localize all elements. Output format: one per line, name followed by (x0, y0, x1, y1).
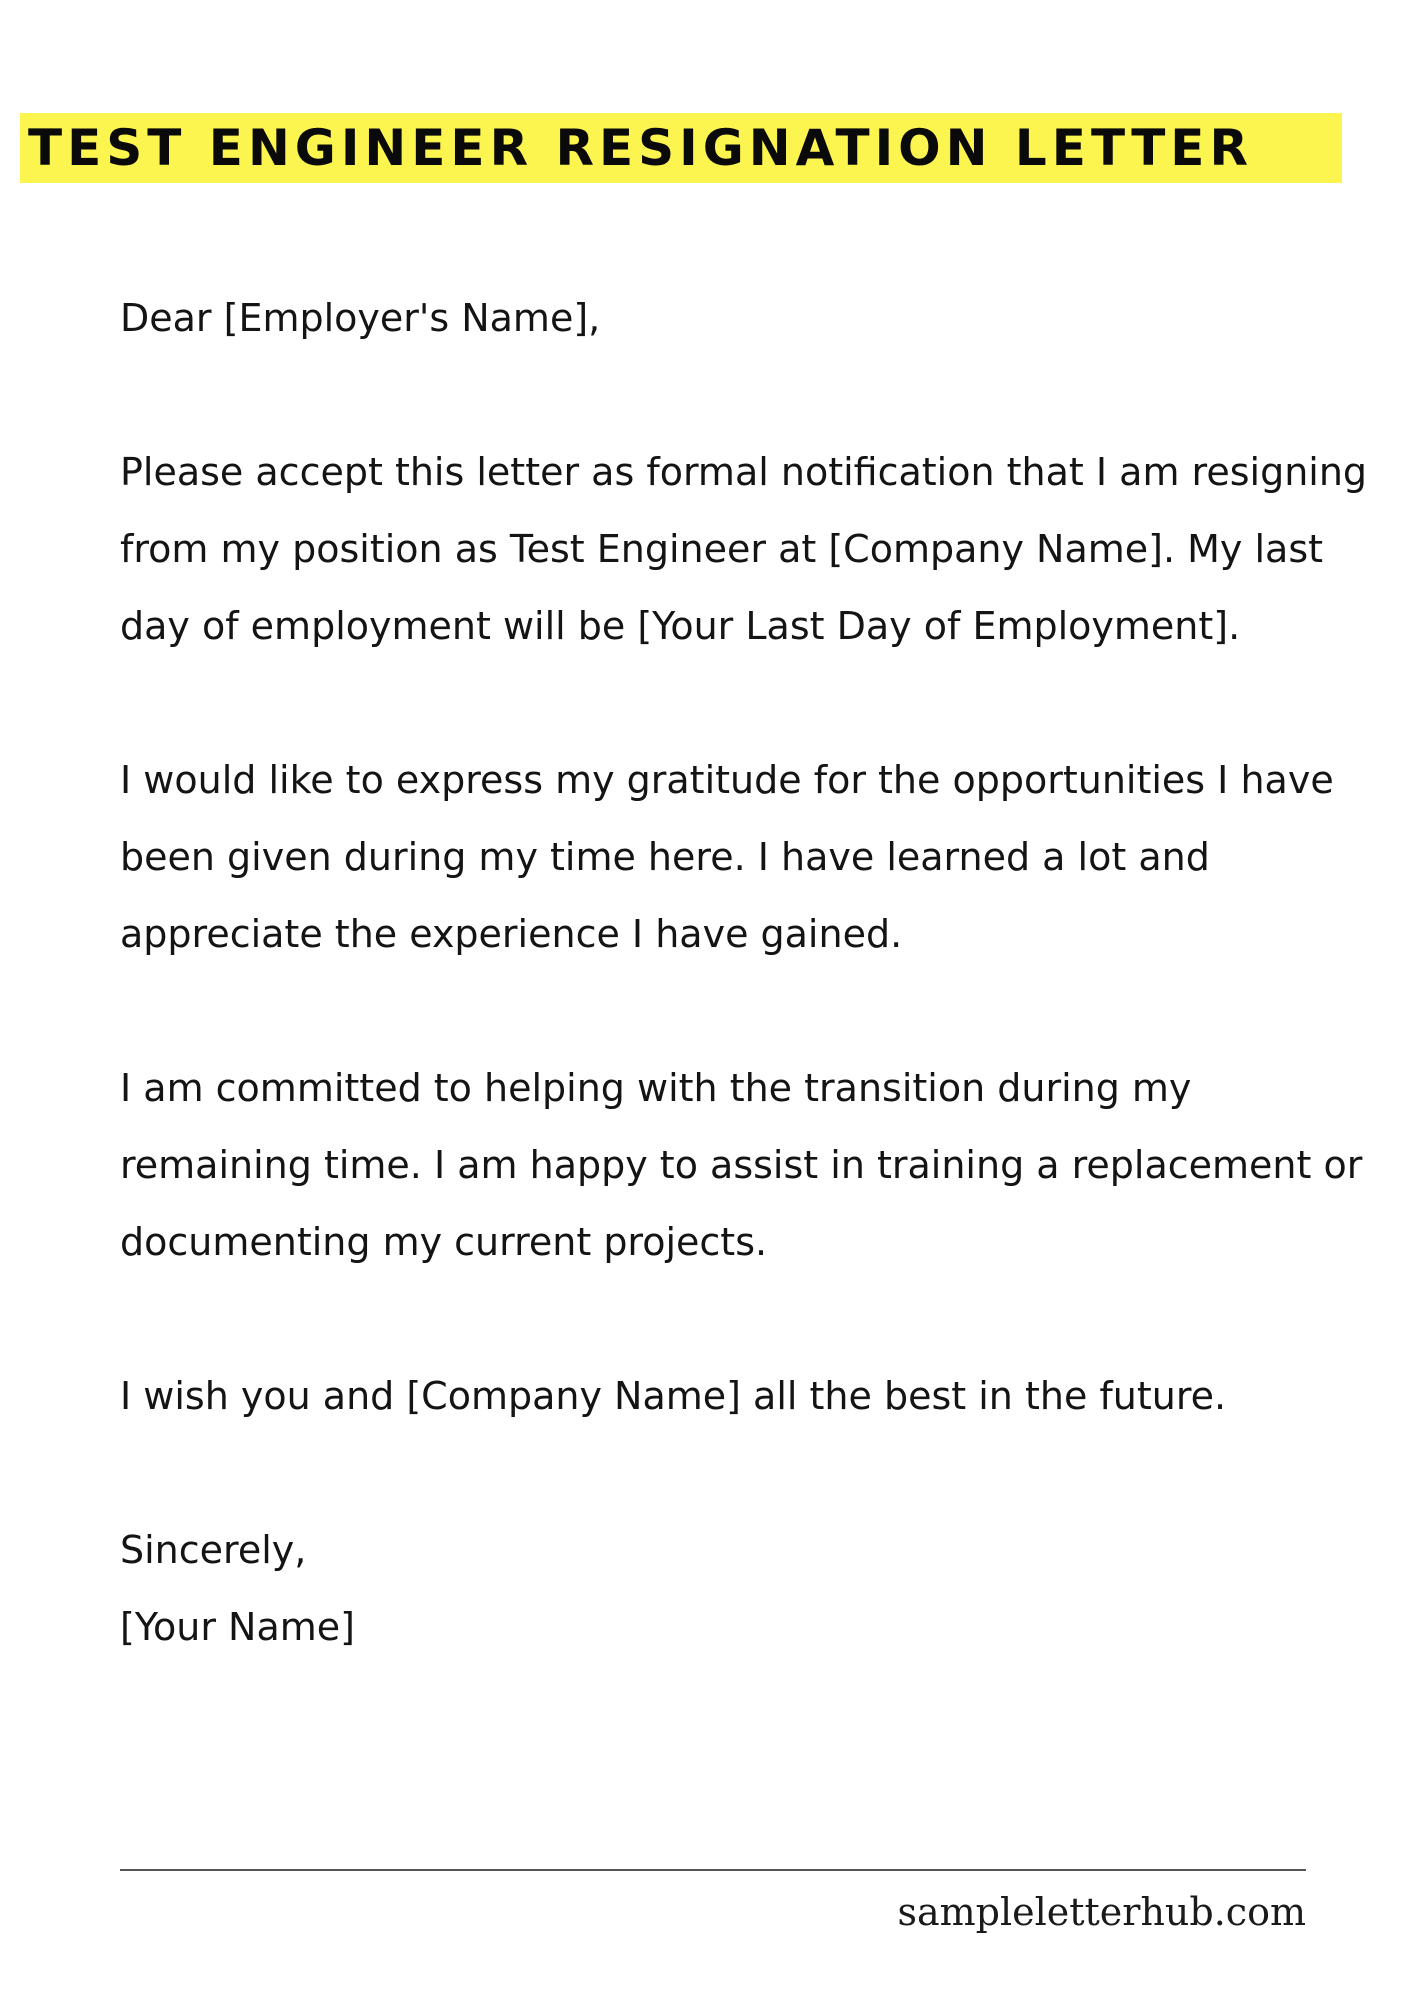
paragraph-wishes: I wish you and [Company Name] all the best in the future. (120, 1374, 1227, 1418)
signature: [Your Name] (120, 1605, 355, 1649)
paragraph-gratitude: I would like to express my gratitude for the opportunities I have been given during my time here. I have learned a lot and appreciate the experience I have gained. (120, 758, 1334, 956)
paragraph-notification: Please accept this letter as formal notification that I am resigning from my position as Test Engineer at [Company Name]. My last day of employment will be [Your Last Day of Employment]. (120, 450, 1368, 648)
page-title: TEST ENGINEER RESIGNATION LETTER (28, 119, 1253, 177)
closing: Sincerely, (120, 1528, 307, 1572)
title-highlight (20, 113, 1342, 183)
salutation: Dear [Employer's Name], (120, 296, 601, 340)
letter-body (120, 280, 1370, 1666)
paragraph-transition: I am committed to helping with the transition during my remaining time. I am happy to assist in training a replacement or documenting my current projects. (120, 1066, 1363, 1264)
footer-site: sampleletterhub.com (897, 1890, 1306, 1934)
footer-divider (120, 1869, 1306, 1871)
